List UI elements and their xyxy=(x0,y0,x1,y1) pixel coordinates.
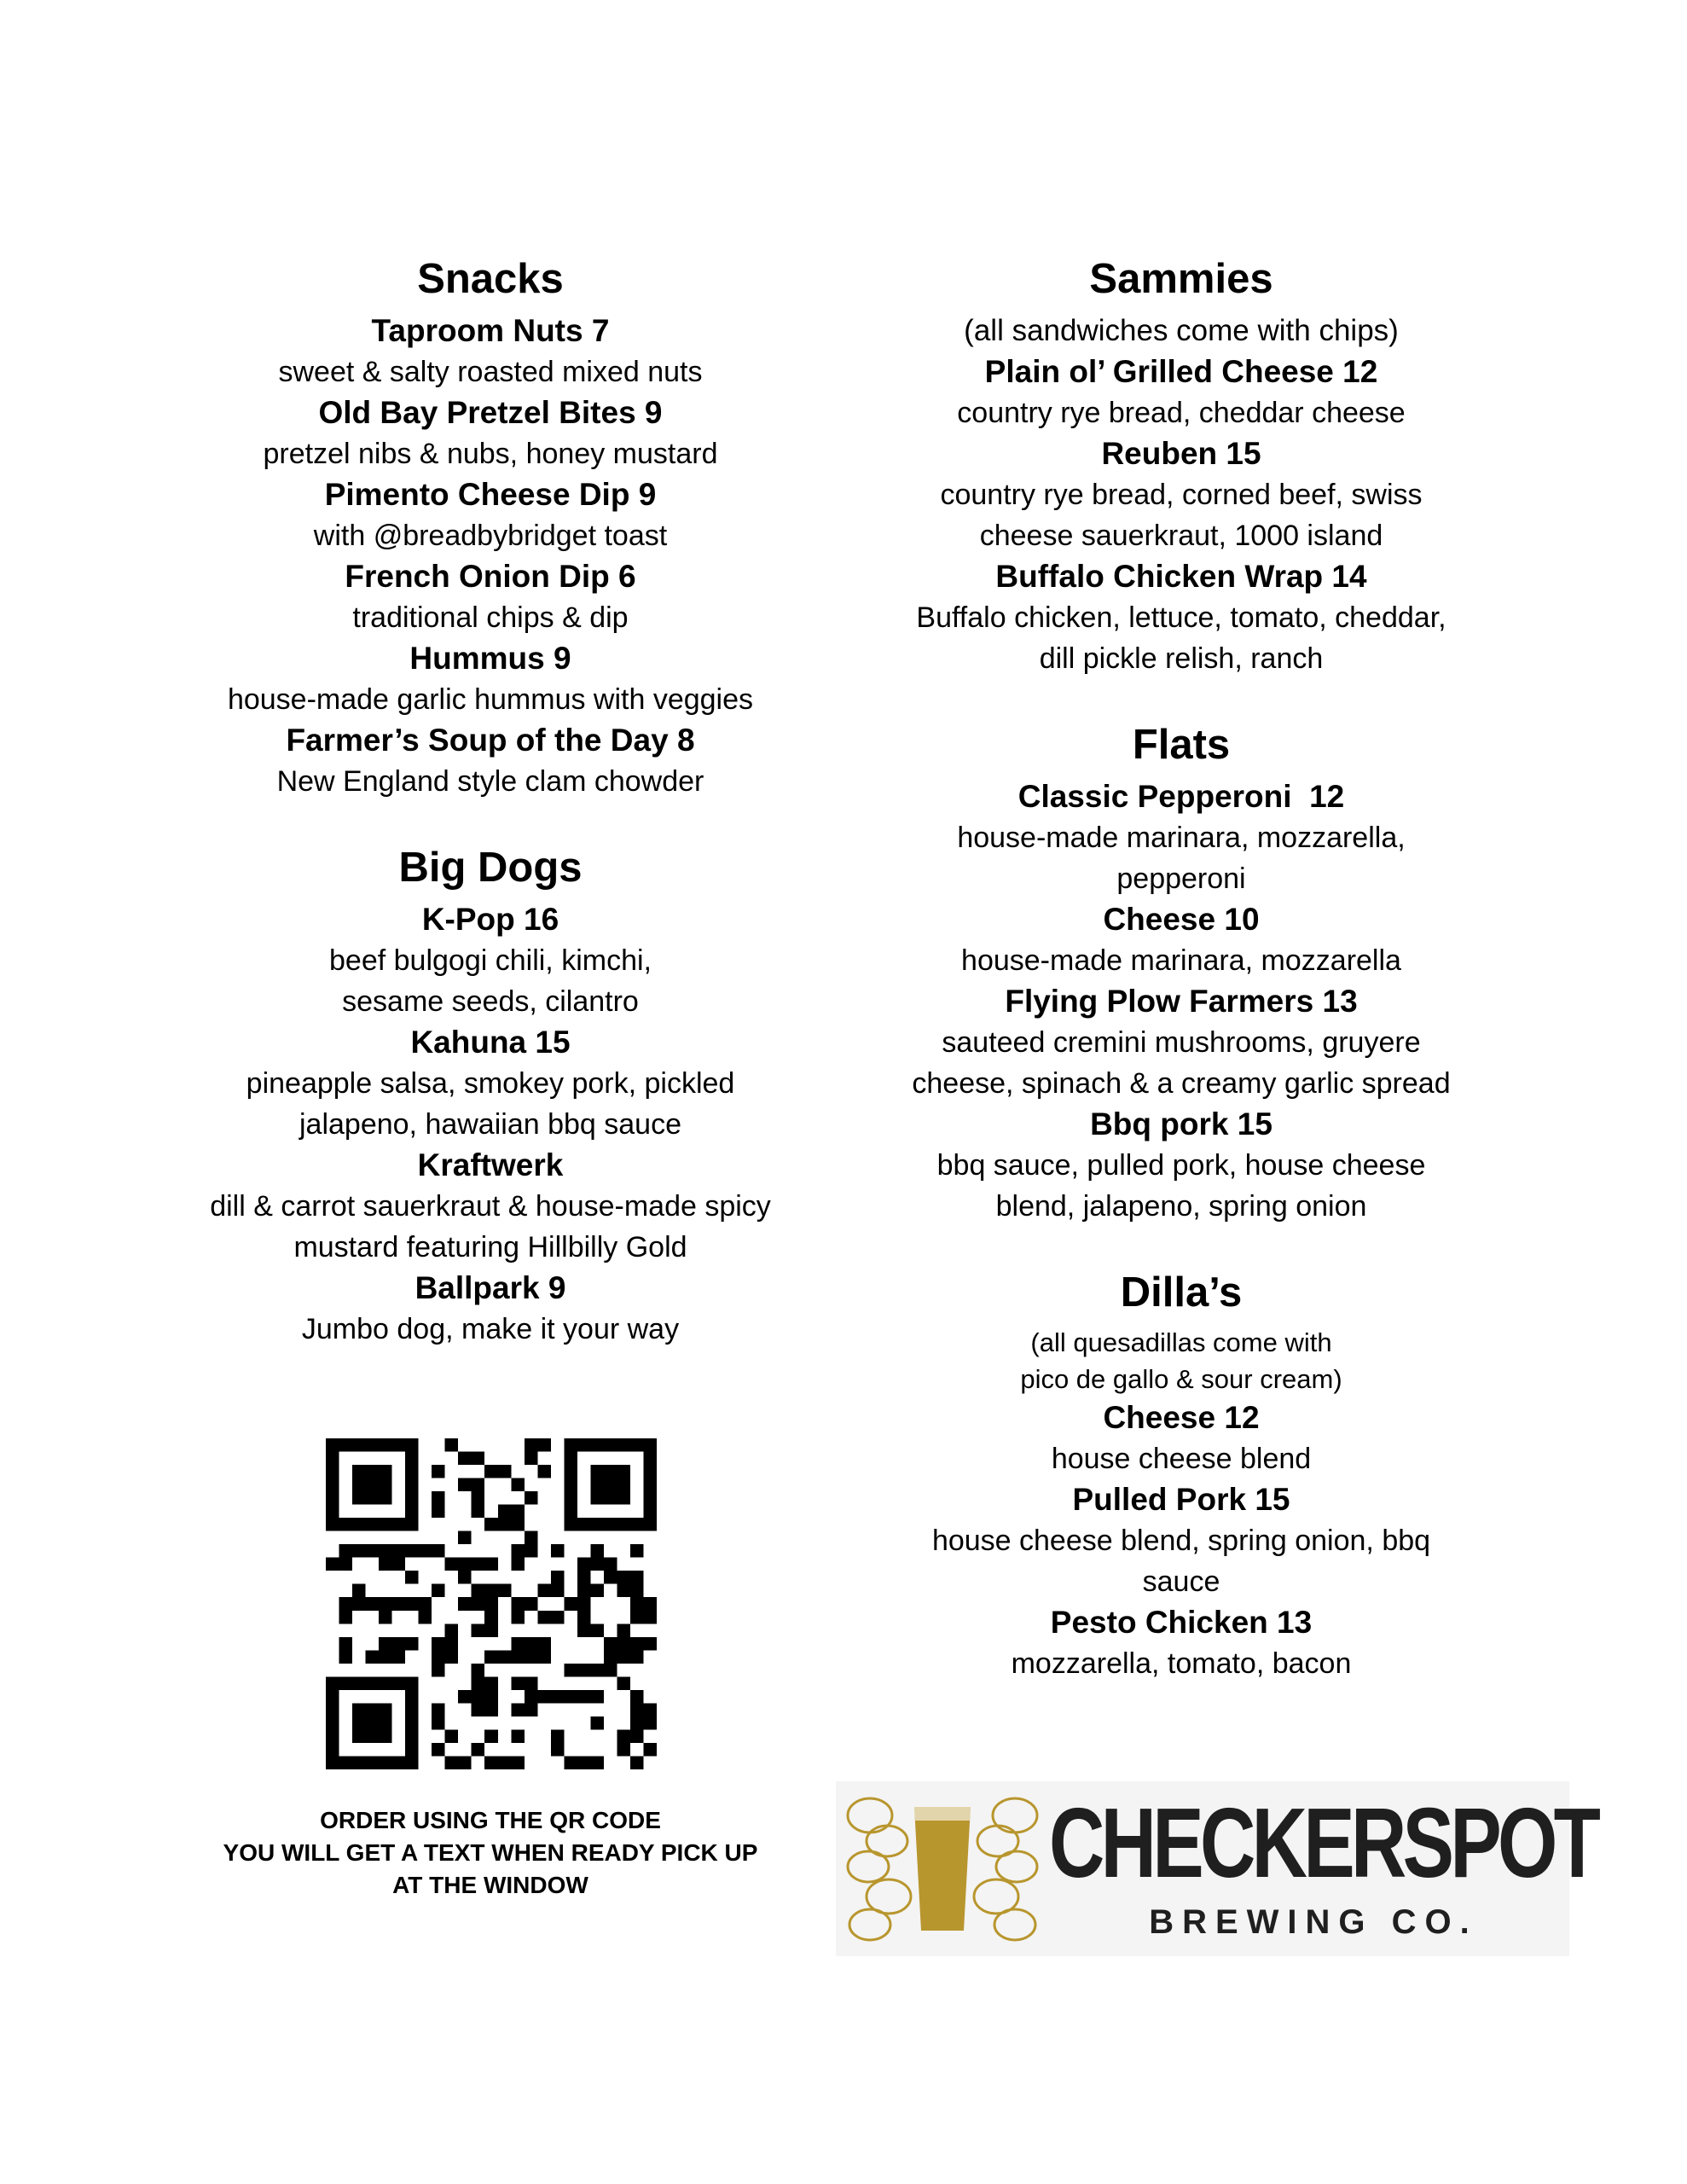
section-sammies xyxy=(840,247,1522,679)
section-dillas xyxy=(840,1261,1522,1684)
section-big-dogs xyxy=(149,836,832,1350)
menu-item-description: mustard featuring Hillbilly Gold xyxy=(293,1231,687,1263)
checkerspot-logo xyxy=(836,1781,1597,1956)
menu-item-name: Pulled Pork 15 xyxy=(1072,1482,1290,1517)
menu-item-name: Cheese 12 xyxy=(1103,1400,1260,1435)
menu-item-description: pretzel nibs & nubs, honey mustard xyxy=(263,438,718,470)
menu-item-name: Flying Plow Farmers 13 xyxy=(1005,984,1358,1019)
menu-item-description: country rye bread, cheddar cheese xyxy=(957,397,1406,429)
menu-item-description: pepperoni xyxy=(1116,863,1246,895)
menu-item-description: house-made garlic hummus with veggies xyxy=(227,683,754,716)
menu-item-description: house-made marinara, mozzarella, xyxy=(957,822,1406,854)
menu-item-description: blend, jalapeno, spring onion xyxy=(995,1190,1367,1223)
order-line: AT THE WINDOW xyxy=(392,1872,588,1898)
menu-item-description: New England style clam chowder xyxy=(276,765,704,798)
section-snacks xyxy=(149,247,832,802)
menu-item-description: bbq sauce, pulled pork, house cheese xyxy=(936,1149,1426,1182)
menu-item-description: pineapple salsa, smokey pork, pickled xyxy=(246,1067,735,1100)
menu-item-name: Buffalo Chicken Wrap 14 xyxy=(995,559,1367,594)
menu-item-description: cheese, spinach & a creamy garlic spread xyxy=(912,1067,1451,1100)
menu-item-description: sesame seeds, cilantro xyxy=(342,985,639,1018)
menu-item-description: jalapeno, hawaiian bbq sauce xyxy=(299,1108,681,1141)
section-title: Flats xyxy=(1132,722,1231,768)
menu-item-name: Kraftwerk xyxy=(417,1147,564,1182)
menu-item-name: Pimento Cheese Dip 9 xyxy=(324,477,657,512)
menu-item-name: Farmer’s Soup of the Day 8 xyxy=(286,723,695,758)
menu-item-name: Ballpark 9 xyxy=(415,1270,566,1305)
logo-wordmark: CHECKERSPOT xyxy=(1049,1787,1597,1898)
menu-item-name: Kahuna 15 xyxy=(410,1025,571,1060)
menu-item-description: sweet & salty roasted mixed nuts xyxy=(278,356,703,388)
menu-item-description: house-made marinara, mozzarella xyxy=(961,944,1401,977)
menu-item-name: Hummus 9 xyxy=(409,641,571,676)
menu-item-name: Cheese 10 xyxy=(1103,902,1260,937)
menu-item-description: country rye bread, corned beef, swiss xyxy=(940,479,1423,511)
menu-item-description: dill pickle relish, ranch xyxy=(1039,642,1324,675)
menu-item-description: sauteed cremini mushrooms, gruyere xyxy=(942,1026,1421,1059)
menu-item-name: Plain ol’ Grilled Cheese 12 xyxy=(984,354,1378,389)
section-note: pico de gallo & sour cream) xyxy=(1020,1364,1342,1394)
menu-item-description: cheese sauerkraut, 1000 island xyxy=(979,520,1383,552)
menu-item-description: Buffalo chicken, lettuce, tomato, cheddar, xyxy=(916,601,1446,634)
section-flats xyxy=(840,713,1522,1227)
logo-subtitle: BREWING CO. xyxy=(1149,1903,1478,1941)
section-note: (all quesadillas come with xyxy=(1030,1327,1332,1357)
section-title: Sammies xyxy=(1089,256,1273,302)
section-title: Big Dogs xyxy=(398,845,583,891)
right-column xyxy=(840,247,1522,1684)
menu-item-description: dill & carrot sauerkraut & house-made spicy xyxy=(210,1190,771,1223)
menu-item-description: house cheese blend xyxy=(1051,1443,1312,1475)
menu-item-description: mozzarella, tomato, bacon xyxy=(1011,1647,1352,1680)
order-instructions xyxy=(162,1804,819,1902)
hops-pint-icon xyxy=(836,1781,1049,1956)
menu-item-name: Old Bay Pretzel Bites 9 xyxy=(318,395,663,430)
menu-item-name: Reuben 15 xyxy=(1101,436,1261,471)
menu-item-name: Classic Pepperoni 12 xyxy=(1017,779,1345,814)
menu-item-name: French Onion Dip 6 xyxy=(345,559,636,594)
menu-item-description: beef bulgogi chili, kimchi, xyxy=(329,944,652,977)
order-line: YOU WILL GET A TEXT WHEN READY PICK UP xyxy=(223,1839,758,1866)
left-column xyxy=(149,247,832,1350)
menu-item-name: K-Pop 16 xyxy=(421,902,559,937)
menu-item-name: Bbq pork 15 xyxy=(1090,1107,1272,1141)
menu-item-description: house cheese blend, spring onion, bbq xyxy=(931,1525,1431,1557)
section-title: Snacks xyxy=(417,256,564,302)
section-title: Dilla’s xyxy=(1120,1269,1243,1316)
menu-item-description: Jumbo dog, make it your way xyxy=(301,1313,680,1345)
qr-code[interactable] xyxy=(326,1438,657,1769)
section-note: (all sandwiches come with chips) xyxy=(964,314,1399,347)
order-line: ORDER USING THE QR CODE xyxy=(320,1807,661,1833)
menu-item-name: Taproom Nuts 7 xyxy=(371,313,610,348)
menu-item-description: with @breadbybridget toast xyxy=(313,520,668,552)
menu-item-description: sauce xyxy=(1142,1565,1220,1598)
menu-item-description: traditional chips & dip xyxy=(352,601,629,634)
menu-item-name: Pesto Chicken 13 xyxy=(1050,1605,1313,1640)
